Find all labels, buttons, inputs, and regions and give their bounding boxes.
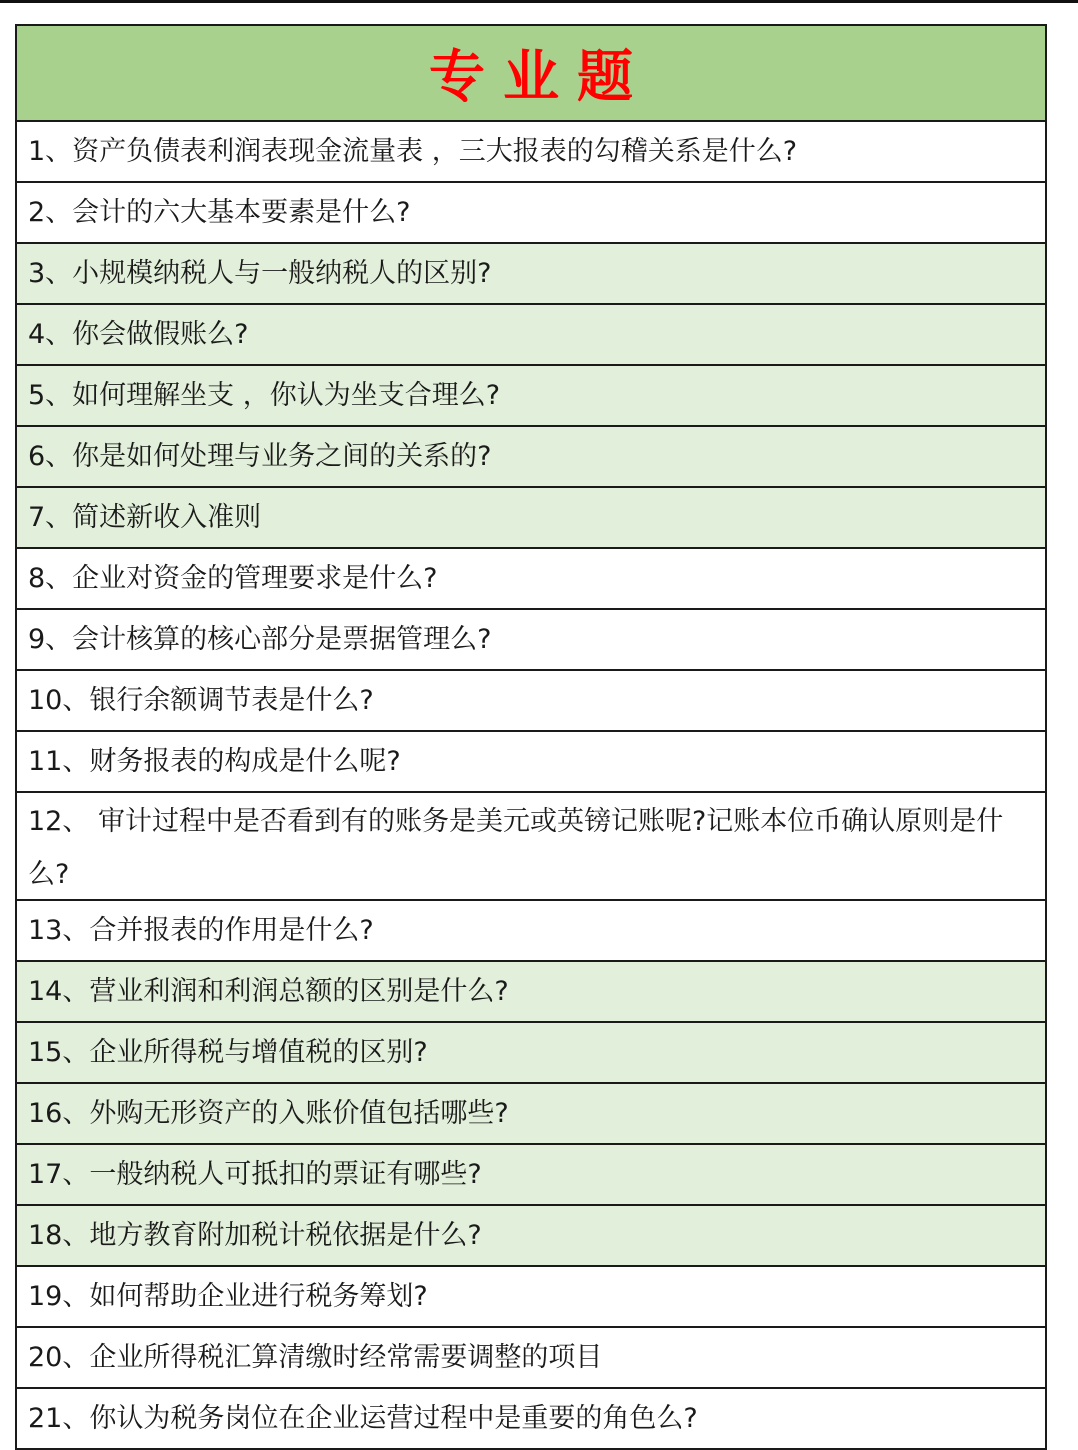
question-row-10 <box>17 671 1045 732</box>
question-row-19 <box>17 1267 1045 1328</box>
question-text: 13、合并报表的作用是什么? <box>28 915 374 946</box>
question-text: 7、简述新收入准则 <box>28 502 262 533</box>
question-text: 16、外购无形资产的入账价值包括哪些? <box>28 1098 509 1129</box>
question-row-5 <box>17 366 1045 427</box>
question-text: 9、会计核算的核心部分是票据管理么? <box>28 624 492 655</box>
question-text: 10、银行余额调节表是什么? <box>28 685 374 716</box>
question-text: 20、企业所得税汇算清缴时经常需要调整的项目 <box>28 1342 603 1373</box>
question-row-18 <box>17 1206 1045 1267</box>
question-row-2 <box>17 183 1045 244</box>
question-row-16 <box>17 1084 1045 1145</box>
question-row-3 <box>17 244 1045 305</box>
question-text: 19、如何帮助企业进行税务筹划? <box>28 1281 428 1312</box>
question-row-8 <box>17 549 1045 610</box>
table-header <box>17 26 1045 122</box>
question-text: 11、财务报表的构成是什么呢? <box>28 746 401 777</box>
question-text: 1、资产负债表利润表现金流量表 ，三大报表的勾稽关系是什么? <box>28 136 798 167</box>
question-text: 5、如何理解坐支 ，你认为坐支合理么? <box>28 380 501 411</box>
question-text: 12、 审计过程中是否看到有的账务是美元或英镑记账呢?记账本位币确认原则是什么? <box>28 806 1004 890</box>
question-row-20 <box>17 1328 1045 1389</box>
question-row-6 <box>17 427 1045 488</box>
question-row-1 <box>17 122 1045 183</box>
question-row-12 <box>17 793 1045 901</box>
question-text: 14、营业利润和利润总额的区别是什么? <box>28 976 509 1007</box>
question-text: 15、企业所得税与增值税的区别? <box>28 1037 428 1068</box>
question-text: 8、企业对资金的管理要求是什么? <box>28 563 438 594</box>
question-text: 3、小规模纳税人与一般纳税人的区别? <box>28 258 492 289</box>
question-row-11 <box>17 732 1045 793</box>
question-row-21 <box>17 1389 1045 1450</box>
question-text: 21、你认为税务岗位在企业运营过程中是重要的角色么? <box>28 1403 698 1434</box>
question-text: 2、会计的六大基本要素是什么? <box>28 197 411 228</box>
question-row-4 <box>17 305 1045 366</box>
question-row-15 <box>17 1023 1045 1084</box>
question-row-14 <box>17 962 1045 1023</box>
top-border-line <box>0 0 1078 3</box>
question-text: 18、地方教育附加税计税依据是什么? <box>28 1220 482 1251</box>
question-row-9 <box>17 610 1045 671</box>
question-row-13 <box>17 901 1045 962</box>
question-table <box>15 24 1047 1450</box>
question-row-17 <box>17 1145 1045 1206</box>
question-text: 17、一般纳税人可抵扣的票证有哪些? <box>28 1159 482 1190</box>
question-text: 6、你是如何处理与业务之间的关系的? <box>28 441 492 472</box>
question-row-7 <box>17 488 1045 549</box>
question-text: 4、你会做假账么? <box>28 319 249 350</box>
page-title: 专业题 <box>429 45 651 110</box>
